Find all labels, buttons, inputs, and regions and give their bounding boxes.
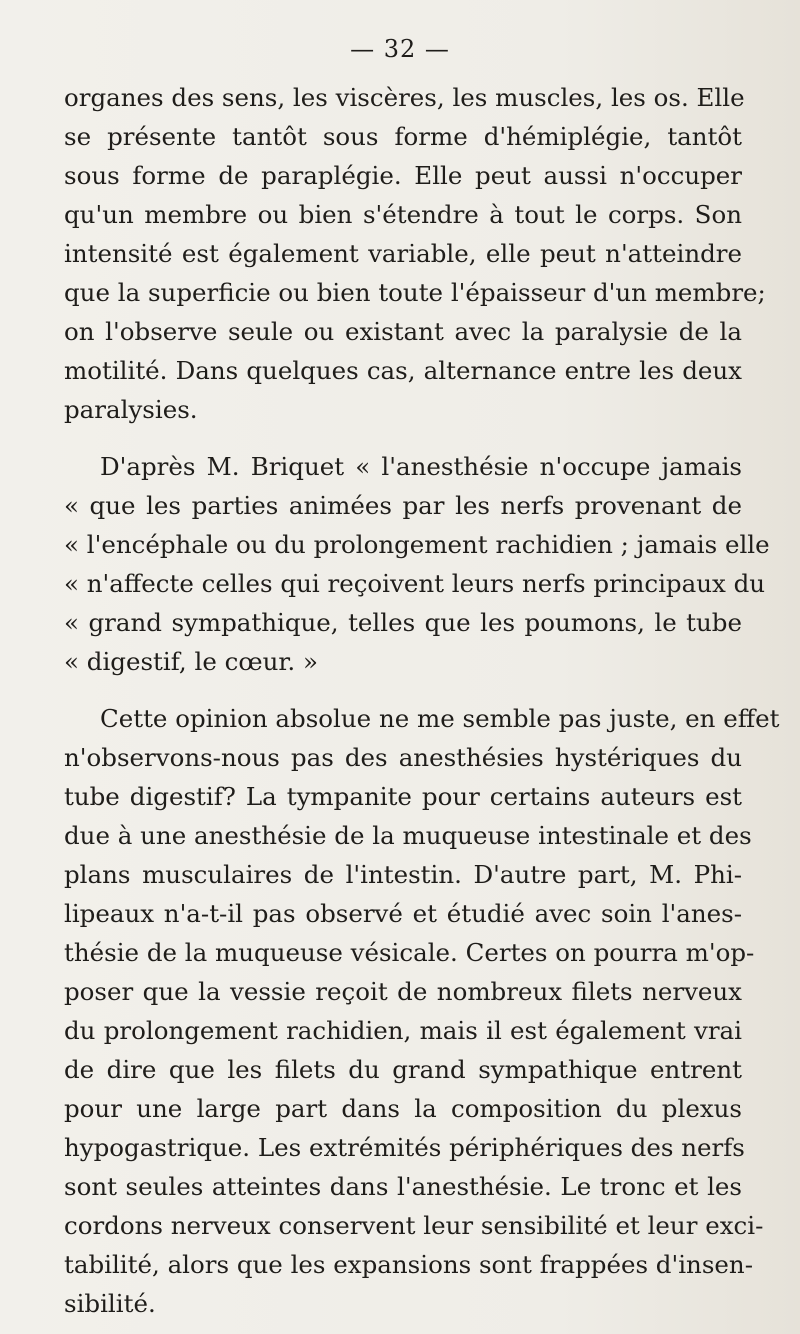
text-line: « l'encéphale ou du prolongement rachidien ; jamais elle	[64, 530, 770, 559]
text-line: « n'affecte celles qui reçoivent leurs nerfs principaux du	[64, 569, 766, 598]
text-line: « que les parties animées par les nerfs provenant de	[64, 491, 742, 520]
paragraph-gap	[64, 681, 742, 699]
text-line: tabilité, alors que les expansions sont frappées d'insen-	[64, 1250, 753, 1279]
text-line: thésie de la muqueuse vésicale. Certes on pourra m'op-	[64, 938, 755, 967]
body-text	[64, 78, 780, 1323]
text-line: intensité est également variable, elle peut n'atteindre	[64, 239, 742, 268]
text-line: organes des sens, les viscères, les muscles, les os. Elle	[64, 83, 745, 112]
text-line: « grand sympathique, telles que les poumons, le tube	[64, 608, 742, 637]
paragraph-2	[64, 447, 770, 681]
paragraph-1	[64, 78, 766, 429]
text-line: sont seules atteintes dans l'anesthésie. Le tronc et les	[64, 1172, 742, 1201]
text-line: motilité. Dans quelques cas, alternance entre les deux	[64, 356, 742, 385]
text-line: cordons nerveux conservent leur sensibilité et leur exci-	[64, 1211, 764, 1240]
text-line: on l'observe seule ou existant avec la paralysie de la	[64, 317, 742, 346]
paragraph-3	[64, 699, 780, 1323]
text-line: tube digestif? La tympanite pour certains auteurs est	[64, 782, 742, 811]
text-line: qu'un membre ou bien s'étendre à tout le corps. Son	[64, 200, 742, 229]
text-line: hypogastrique. Les extrémités périphériques des nerfs	[64, 1133, 745, 1162]
text-line: de dire que les filets du grand sympathique entrent	[64, 1055, 742, 1084]
text-line: n'observons-nous pas des anesthésies hystériques du	[64, 743, 742, 772]
page-number: — 32 —	[350, 35, 450, 63]
paragraph-gap	[64, 429, 742, 447]
text-line: « digestif, le cœur. »	[64, 647, 318, 676]
text-line: poser que la vessie reçoit de nombreux filets nerveux	[64, 977, 742, 1006]
text-line: plans musculaires de l'intestin. D'autre part, M. Phi-	[64, 860, 742, 889]
text-line: due à une anesthésie de la muqueuse intestinale et des	[64, 821, 752, 850]
text-line: du prolongement rachidien, mais il est également vrai	[64, 1016, 742, 1045]
text-line: Cette opinion absolue ne me semble pas juste, en effet	[100, 704, 780, 733]
text-line: lipeaux n'a-t-il pas observé et étudié avec soin l'anes-	[64, 899, 742, 928]
text-line: paralysies.	[64, 395, 198, 424]
text-line: pour une large part dans la composition du plexus	[64, 1094, 742, 1123]
text-line: sibilité.	[64, 1289, 156, 1318]
text-line: D'après M. Briquet « l'anesthésie n'occupe jamais	[100, 452, 742, 481]
text-line: sous forme de paraplégie. Elle peut aussi n'occuper	[64, 161, 742, 190]
text-line: que la superficie ou bien toute l'épaisseur d'un membre;	[64, 278, 766, 307]
text-line: se présente tantôt sous forme d'hémiplégie, tantôt	[64, 122, 742, 151]
